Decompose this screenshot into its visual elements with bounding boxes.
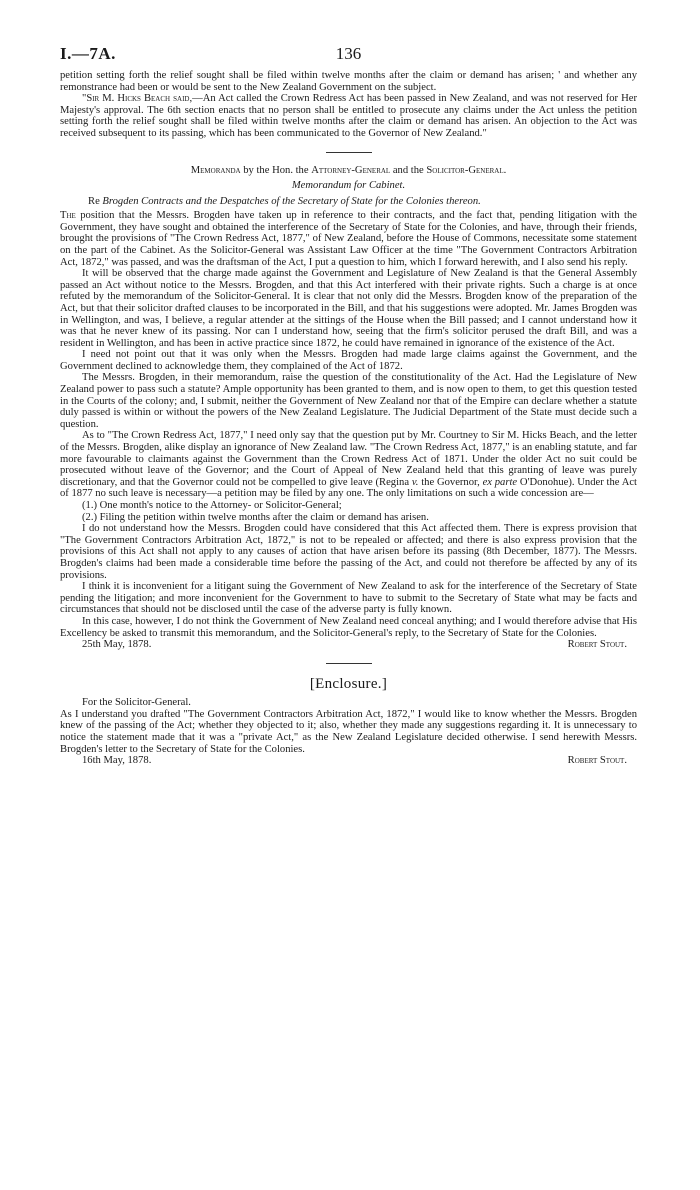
- memo-paragraph-8: In this case, however, I do not think the Government of New Zealand need conceal anything; and I would therefore advise that His Excellency be asked to transmit this memorandum, and the Solicitor-General's reply, to the Secretary of State for the Colonies.: [60, 615, 637, 639]
- intro-paragraph: petition setting forth the relief sought shall be filed within twelve months after the claim or demand has arisen; ' and whether any remonstrance had been or would be sent to the New Zealand Government on the subject.: [60, 70, 637, 93]
- page-header: [60, 44, 637, 64]
- memo-heading-c: Attorney-General: [311, 164, 391, 176]
- memo-paragraph-7: I think it is inconvenient for a litigant suing the Government of New Zealand to ask for the interference of the Secretary of State pending the litigation; and more inconvenient for the Government to have to submit to the Secretary of State what may be facts and circumstances that should not be disclosed until the case of the adverse party is fully known.: [60, 581, 637, 616]
- enclosure-addressee: For the Solicitor-General.: [82, 697, 191, 709]
- p5-part-a: As to "The Crown Redress Act, 1877," I need only say that the question put by Mr. Courtney to Sir M. Hicks Beach, and the letter of the Messrs. Brogden, alike display an ignorance of New Zealand law. "The Crown Redress Act, 1877," is an enabling statute, and far more favourable to claimants against the Government than the Crown Redress Act of 1871. Under the older Act no suit could be prosecuted without leave of the Governor; and the Court of Appeal of New Zealand held that this granting of leave was purely discretionary, and that the Governor could not be compelled to give leave (Regina: [60, 430, 637, 488]
- memo-heading-b: by the Hon. the: [240, 164, 312, 176]
- page-number: 136: [335, 44, 362, 63]
- limitation-item-1: (1.) One month's notice to the Attorney- or Solicitor-General;: [82, 500, 342, 511]
- p5-ex-parte: ex parte: [482, 476, 518, 488]
- memo-paragraph-4: The Messrs. Brogden, in their memorandum, raise the question of the constitutionality of the Act. Had the Legislature of New Zealand power to pass such a statute? Ample opportunity has been granted to them, and is now open to them, to get this question tested in the Courts of the colony; and, I submit, neither the Government of New Zealand nor that of the Empire can declare whether a statute duly passed is within or without the powers of the New Zealand Legislature. The Judicial Department of the State must decide such a question.: [60, 372, 637, 430]
- memo-subheading: Memorandum for Cabinet.: [291, 179, 406, 191]
- memo-paragraph-5: [60, 430, 637, 500]
- enclosure-title: [Enclosure.]: [309, 676, 388, 693]
- memo-subject: [60, 196, 637, 208]
- memo-paragraph-6: I do not understand how the Messrs. Brogden could have considered that this Act affected them. There is express provision that "The Government Contractors Arbitration Act, 1872," is not to be repealed or affected; and there is also express provision that the provisions of this Act shall not apply to any causes of action that have arisen before its passing (8th December, 1877). The Messrs. Brogden's claims had been made a considerable time before the passing of the Act, and could not therefore be affected by any of its provisions.: [60, 523, 637, 581]
- subject-text: Brogden Contracts and the Despatches of the Secretary of State for the Colonies thereon.: [102, 195, 481, 207]
- memo-paragraph-1: [60, 210, 637, 268]
- p5-part-c: O'Donohue). Under the Act of 1877 no such leave is necessary—a petition may be filed by any one. The only limitations on such a wide concession are—: [60, 476, 637, 500]
- quote-body: —An Act called the Crown Redress Act has been passed in New Zealand, and was not reserved for Her Majesty's approval. The 6th section enacts that no person shall be entitled to prosecute any claims under the Act unless the petition setting forth the relief sought shall be filed within twelve months after the claim or demand has arisen. An objection to the Act was received subsequent to its passing, which has been communicated to the Governor of New Zealand.": [60, 93, 637, 139]
- memo-signature-line: [60, 639, 637, 651]
- p5-versus: v.: [411, 476, 419, 488]
- limitation-item-2: (2.) Filing the petition within twelve months after the claim or demand has arisen.: [82, 511, 429, 523]
- document-page: [60, 44, 637, 767]
- section-divider: [326, 152, 372, 153]
- enclosure-date: 16th May, 1878.: [82, 755, 152, 767]
- paper-reference: I.—7A.: [60, 44, 116, 63]
- paragraph-lead: The: [60, 210, 76, 222]
- memo-paragraph-2: It will be observed that the charge made against the Government and Legislature of New Zealand is that the General Assembly passed an Act without notice to the Messrs. Brogden, and that this Act interfered with their private rights. Such a charge is at once refuted by the memorandum of the Solicitor-General. It is clear that not only did the Messrs. Brogden know of the preparation of the Act, but that their solicitor drafted clauses to be incorporated in the Bill, and that his suggestions were adopted. Mr. James Brogden was in Wellington, and was, I believe, a regular attender at the sittings of the House when the Bill passed; and I cannot understand how it was that he never knew of its passing. Nor can I understand how, seeing that the firm's solicitor perused the draft Bill, and was a resident in Wellington, and has been in active practice since 1872, he could have remained in ignorance of the existence of the Act.: [60, 268, 637, 349]
- hicks-beach-quote: [60, 93, 637, 139]
- p5-part-b: the Governor,: [418, 476, 483, 488]
- memo-paragraph-3: I need not point out that it was only when the Messrs. Brogden had made large claims against the Government, and the Government declined to acknowledge them, they complained of the Act of 1872.: [60, 349, 637, 372]
- memo-heading-d: and the: [390, 164, 427, 176]
- enclosure-signature-line: [60, 755, 637, 767]
- memo-heading-e: Solicitor-General.: [426, 164, 507, 176]
- enclosure-body: As I understand you drafted "The Government Contractors Arbitration Act, 1872," I would like to know whether the Messrs. Brogden knew of the passing of the Act; whether they objected to it; also, whether they made any suggestions regarding it. It is unnecessary to notice the statement made that it was a "private Act," as the New Zealand Legislature decided otherwise. I send herewith Messrs. Brogden's letter to the Secretary of State for the Colonies.: [60, 708, 637, 755]
- memo-signature: Robert Stout.: [567, 639, 627, 651]
- memo-heading-a: Memoranda: [190, 164, 241, 176]
- enclosure-signature: Robert Stout.: [567, 755, 627, 767]
- subject-lead: Re: [88, 195, 103, 207]
- memo-date: 25th May, 1878.: [82, 639, 152, 651]
- paragraph-body: position that the Messrs. Brogden have taken up in reference to their contracts, and the fact that, pending litigation with the Government, they have sought and obtained the interference of the Secretary of State for the Colonies, and have, through their friends, brought the provisions of "The Crown Redress Act, 1877," of New Zealand, before the House of Commons, necessitate some statement on the part of the Cabinet. As the Solicitor-General was Assistant Law Officer at the time "The Government Contractors Arbitration Act, 1872," was passed, and was the draftsman of the Act, I put a question to him, which I forward herewith, and I also send his reply.: [60, 210, 637, 268]
- memo-heading: [60, 165, 637, 177]
- enclosure-divider: [326, 663, 372, 664]
- quote-lead: "Sir M. Hicks Beach said,: [82, 93, 193, 105]
